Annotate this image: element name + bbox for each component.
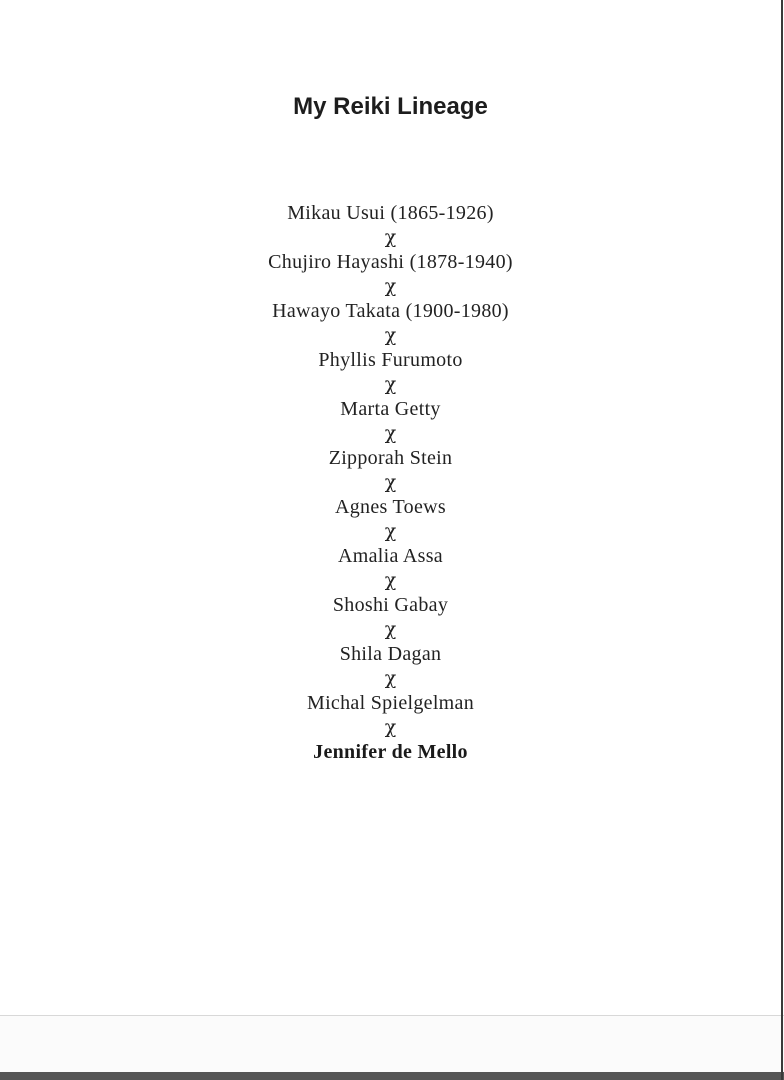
lineage-name: Marta Getty — [340, 398, 441, 420]
lineage-name: Zipporah Stein — [328, 447, 453, 469]
connector-symbol: χ — [384, 716, 397, 738]
scan-bottom-margin — [0, 1016, 784, 1072]
scan-bottom-edge — [0, 1072, 784, 1080]
connector-symbol: χ — [384, 471, 397, 493]
lineage-name: Hawayo Takata (1900-1980) — [272, 300, 509, 322]
lineage-name-current: Jennifer de Mello — [313, 741, 468, 763]
lineage-name: Agnes Toews — [335, 496, 446, 518]
lineage-name: Chujiro Hayashi (1878-1940) — [268, 251, 513, 273]
lineage-name: Shila Dagan — [339, 643, 442, 665]
connector-symbol: χ — [384, 520, 397, 542]
connector-symbol: χ — [384, 618, 397, 640]
lineage-name: Shoshi Gabay — [332, 594, 449, 616]
scan-right-edge — [781, 0, 783, 1080]
lineage-name: Mikau Usui (1865-1926) — [287, 202, 494, 224]
connector-symbol: χ — [384, 569, 397, 591]
page-title: My Reiki Lineage — [293, 93, 488, 120]
lineage-list — [0, 199, 781, 766]
connector-symbol: χ — [384, 275, 397, 297]
lineage-name: Michal Spielgelman — [306, 692, 475, 714]
lineage-name: Amalia Assa — [338, 545, 443, 567]
lineage-name: Phyllis Furumoto — [318, 349, 463, 371]
connector-symbol: χ — [384, 667, 397, 689]
connector-symbol: χ — [384, 324, 397, 346]
connector-symbol: χ — [384, 226, 397, 248]
connector-symbol: χ — [384, 422, 397, 444]
connector-symbol: χ — [384, 373, 397, 395]
